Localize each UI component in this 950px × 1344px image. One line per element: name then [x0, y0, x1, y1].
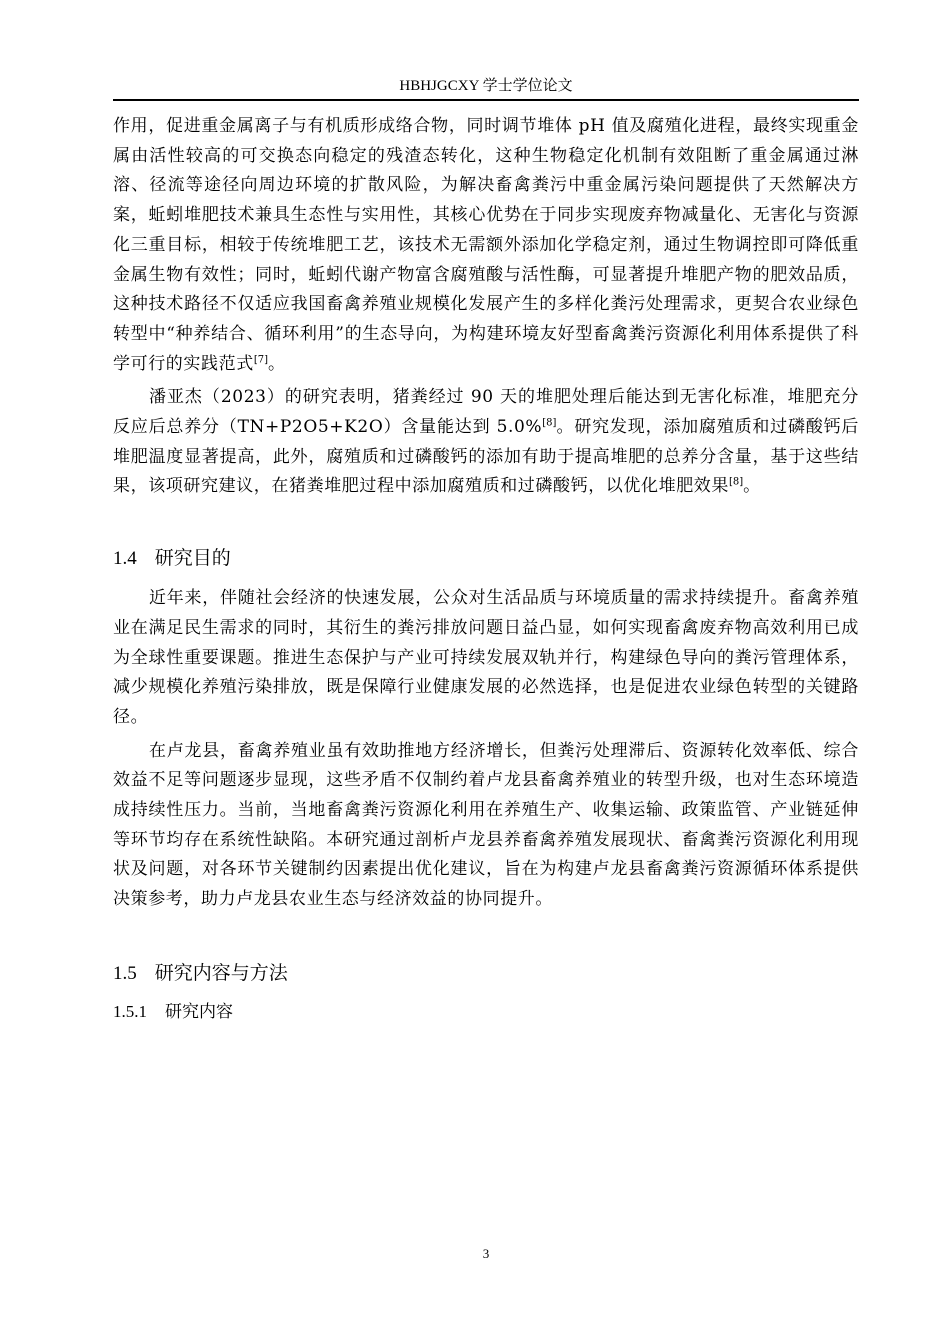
- paragraph-text: 潘亚杰（2023）的研究表明，猪粪经过 90 天的堆肥处理后能达到无害化标准，堆肥充分反应后总养分（TN+P2O5+K2O）含量能达到 5.0%: [113, 387, 859, 438]
- paragraph-end: 。: [743, 476, 761, 497]
- page-body: [113, 112, 859, 1024]
- paragraph-vermicompost-continued: [113, 112, 859, 379]
- section-heading-1-4: [113, 546, 859, 571]
- paragraph-text: 作用，促进重金属离子与有机质形成络合物，同时调节堆体 pH 值及腐殖化进程，最终实现重金属由活性较高的可交换态向稳定的残渣态转化，这种生物稳定化机制有效阻断了重金属通过淋溶、径流等途径向周边环境的扩散风险，为解决畜禽粪污中重金属污染问题提供了天然解决方案，蚯蚓堆肥技术兼具生态性与实用性，其核心优势在于同步实现废弃物减量化、无害化与资源化三重目标，相较于传统堆肥工艺，该技术无需额外添加化学稳定剂，通过生物调控即可降低重金属生物有效性；同时，蚯蚓代谢产物富含腐殖酸与活性酶，可显著提升堆肥产物的肥效品质，这种技术路径不仅适应我国畜禽养殖业规模化发展产生的多样化粪污处理需求，更契合农业绿色转型中“种养结合、循环利用”的生态导向，为构建环境友好型畜禽粪污资源化利用体系提供了科学可行的实践范式: [113, 116, 859, 374]
- section-title: 研究内容与方法: [154, 961, 288, 984]
- section-number: 1.4: [113, 548, 137, 570]
- section-title: 研究内容: [165, 1001, 233, 1022]
- paragraph-text: 。研究发现，添加腐殖质和过磷酸钙后堆肥温度显著提高，此外，腐殖质和过磷酸钙的添加有助于提高堆肥的总养分含量，基于这些结果，该项研究建议，在猪粪堆肥过程中添加腐殖质和过磷酸钙，以优化堆肥效果: [113, 417, 859, 497]
- paragraph-lulong-county: 在卢龙县，畜禽养殖业虽有效助推地方经济增长，但粪污处理滞后、资源转化效率低、综合效益不足等问题逐步显现，这些矛盾不仅制约着卢龙县畜禽养殖业的转型升级，也对生态环境造成持续性压力。当前，当地畜禽粪污资源化利用在养殖生产、收集运输、政策监管、产业链延伸等环节均存在系统性缺陷。本研究通过剖析卢龙县养畜禽养殖发展现状、畜禽粪污资源化利用现状及问题，对各环节关键制约因素提出优化建议，旨在为构建卢龙县畜禽粪污资源循环体系提供决策参考，助力卢龙县农业生态与经济效益的协同提升。: [113, 740, 859, 910]
- page-number: 3: [482, 1246, 490, 1261]
- header-title: HBHJGCXY 学士学位论文: [399, 78, 573, 94]
- page-header: [113, 76, 859, 96]
- header-rule: [113, 99, 859, 101]
- section-heading-1-5: [113, 961, 859, 986]
- paragraph-end: 。: [267, 353, 286, 374]
- section-heading-1-5-1: [113, 1000, 859, 1024]
- page-footer: [113, 1246, 859, 1262]
- citation-ref: [7]: [253, 353, 268, 365]
- paragraph-research-background: 近年来，伴随社会经济的快速发展，公众对生活品质与环境质量的需求持续提升。畜禽养殖业在满足民生需求的同时，其衍生的粪污排放问题日益凸显，如何实现畜禽废弃物高效利用已成为全球性重要课题。推进生态保护与产业可持续发展双轨并行，构建绿色导向的粪污管理体系，减少规模化养殖污染排放，既是保障行业健康发展的必然选择，也是促进农业绿色转型的关键路径。: [113, 588, 859, 727]
- citation-ref: [8]: [542, 417, 557, 429]
- citation-ref: [8]: [729, 476, 744, 488]
- section-title: 研究目的: [154, 547, 231, 570]
- section-number: 1.5: [113, 962, 137, 984]
- paragraph-pan-yajie-study: [113, 383, 859, 502]
- section-number: 1.5.1: [113, 1001, 147, 1021]
